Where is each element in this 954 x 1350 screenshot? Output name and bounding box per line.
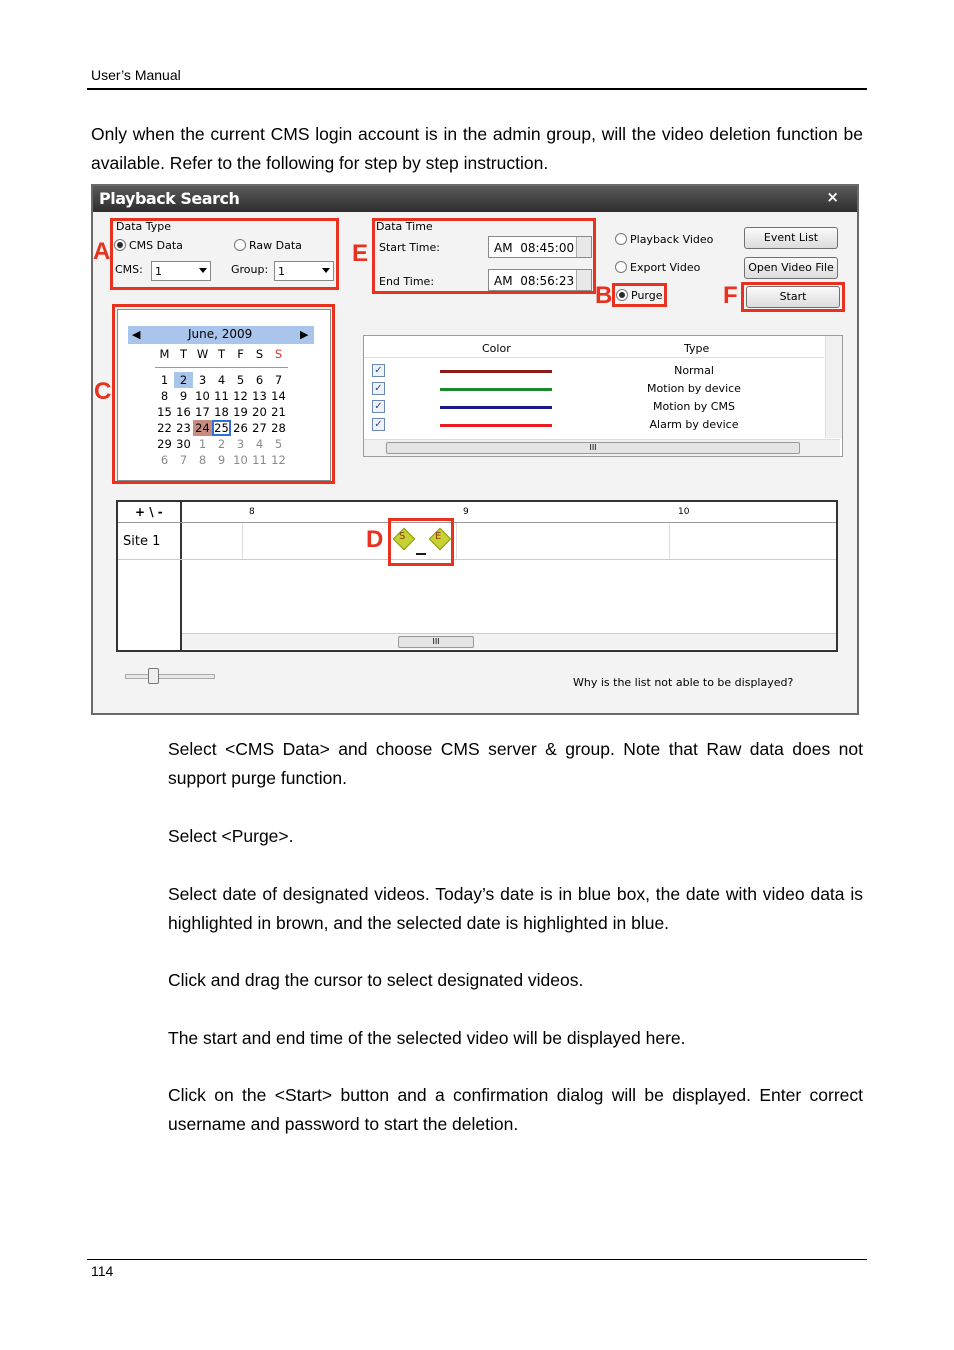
step-paragraph: Select <CMS Data> and choose CMS server & group. Note that Raw data does not support purge function.: [168, 739, 863, 788]
end-time-value: AM 08:56:23: [494, 274, 575, 288]
day-cell[interactable]: 1: [160, 373, 169, 387]
marker-f: F: [723, 282, 738, 309]
site-row-rule: [118, 559, 836, 560]
step-paragraph: The start and end time of the selected video will be displayed here.: [168, 1028, 686, 1048]
weekday-row: [155, 346, 288, 362]
day-cell[interactable]: 10: [195, 389, 210, 403]
legend-type-label: Motion by device: [647, 382, 741, 395]
end-marker[interactable]: [432, 531, 448, 547]
day-cell-today[interactable]: 25: [212, 420, 231, 436]
header-rule: [87, 88, 867, 90]
event-list-button[interactable]: Event List: [744, 227, 838, 249]
help-link[interactable]: Why is the list not able to be displayed?: [573, 676, 794, 689]
day-cell[interactable]: 23: [176, 421, 191, 435]
data-time-label: Data Time: [376, 220, 433, 233]
day-cell-other-month[interactable]: 10: [233, 453, 248, 467]
calendar-divider: [155, 362, 288, 372]
hour-label: 8: [249, 507, 255, 517]
data-type-label: Data Type: [116, 220, 172, 233]
day-cell[interactable]: 8: [160, 389, 169, 403]
day-cell[interactable]: 26: [233, 421, 248, 435]
day-cell[interactable]: 4: [217, 373, 226, 387]
legend-color-line: [440, 424, 552, 427]
day-cell[interactable]: 17: [195, 405, 210, 419]
marker-b: B: [595, 282, 613, 309]
day-cell[interactable]: 20: [252, 405, 267, 419]
end-time-spinner[interactable]: [576, 270, 591, 290]
timeline-panel: [116, 500, 838, 652]
playback-search-dialog: [91, 184, 859, 715]
day-cell[interactable]: 21: [271, 405, 286, 419]
day-cell-other-month[interactable]: 2: [217, 437, 226, 451]
event-type-list[interactable]: [363, 335, 843, 457]
export-video-radio[interactable]: [615, 261, 700, 274]
day-cell[interactable]: 18: [214, 405, 229, 419]
hour-label: 10: [678, 507, 690, 517]
selection-bar: [416, 553, 426, 555]
playback-video-radio[interactable]: [615, 233, 713, 246]
end-marker-label: E: [435, 531, 442, 542]
weekday: S: [274, 347, 283, 361]
cms-label: CMS:: [115, 263, 143, 276]
page-number: 114: [91, 1263, 114, 1279]
day-cell[interactable]: 12: [233, 389, 248, 403]
day-cell-other-month[interactable]: 7: [179, 453, 188, 467]
radio-selected-icon: [616, 289, 628, 301]
group-label: Group:: [231, 263, 269, 276]
day-cell-other-month[interactable]: 5: [274, 437, 283, 451]
radio-icon: [234, 239, 246, 251]
export-video-label: Export Video: [630, 261, 701, 274]
slider-track: [125, 674, 215, 679]
checkbox-checked-icon[interactable]: ✓: [372, 364, 385, 377]
open-video-file-button[interactable]: Open Video File: [744, 257, 838, 279]
prev-month-icon[interactable]: ◀: [132, 328, 141, 341]
list-item[interactable]: [364, 398, 824, 416]
start-time-spinner[interactable]: [576, 237, 591, 257]
day-cell[interactable]: 13: [252, 389, 267, 403]
calendar-grid: [155, 346, 288, 468]
end-time-label: End Time:: [379, 275, 435, 288]
weekday: M: [159, 347, 170, 361]
day-cell[interactable]: 5: [236, 373, 245, 387]
start-time-label: Start Time:: [379, 241, 440, 254]
day-cell-selected[interactable]: 2: [174, 372, 193, 388]
zoom-slider[interactable]: [125, 668, 215, 692]
timeline-track[interactable]: [182, 523, 836, 559]
step-paragraph: Click on the <Start> button and a confirmation dialog will be displayed. Enter correct username and password to start the deletion.: [168, 1085, 863, 1134]
timeline-side-column: [118, 502, 182, 650]
group-value: 1: [278, 265, 285, 278]
day-cell[interactable]: 14: [271, 389, 286, 403]
hour-label: 9: [463, 507, 469, 517]
page-header: User’s Manual: [91, 67, 181, 83]
dialog-title: Playback Search: [99, 189, 240, 208]
step-paragraph: Select date of designated videos. Today’s date is in blue box, the date with video data is highlighted in brown, and the selected date is highlighted in blue.: [168, 884, 863, 933]
start-button[interactable]: Start: [746, 286, 840, 308]
radio-selected-icon: [114, 239, 126, 251]
day-cell[interactable]: 7: [274, 373, 283, 387]
day-cell-other-month[interactable]: 3: [236, 437, 245, 451]
checkbox-checked-icon[interactable]: ✓: [372, 400, 385, 413]
zoom-control[interactable]: + \ -: [135, 505, 163, 519]
checkbox-checked-icon[interactable]: ✓: [372, 418, 385, 431]
cms-data-radio[interactable]: [114, 239, 183, 252]
weekday: S: [255, 347, 264, 361]
day-cell[interactable]: 15: [157, 405, 172, 419]
day-cell-other-month[interactable]: 11: [252, 453, 267, 467]
weekday: F: [237, 347, 244, 361]
legend-color-line: [440, 388, 552, 391]
calendar: [117, 309, 331, 481]
day-cell-other-month[interactable]: 4: [255, 437, 264, 451]
radio-icon: [615, 261, 627, 273]
group-select[interactable]: [274, 261, 334, 281]
day-cell[interactable]: 11: [214, 389, 229, 403]
week-row: [155, 436, 288, 452]
chevron-down-icon: [199, 268, 207, 273]
raw-data-label: Raw Data: [249, 239, 302, 252]
step-paragraph: Select <Purge>.: [168, 826, 294, 846]
radio-icon: [615, 233, 627, 245]
start-marker-label: S: [399, 531, 406, 542]
week-row: [155, 372, 288, 388]
timeline-hscrollbar[interactable]: [182, 633, 836, 649]
legend-color-line: [440, 406, 552, 409]
legend-type-label: Normal: [674, 364, 714, 377]
day-cell-with-data[interactable]: 24: [193, 420, 212, 436]
intro-paragraph: Only when the current CMS login account is in the admin group, will the video deletion function be available. Refer to the following for step by step instruction.: [91, 124, 863, 173]
chevron-down-icon: [322, 268, 330, 273]
day-cell-other-month[interactable]: 1: [198, 437, 207, 451]
day-cell[interactable]: 29: [157, 437, 172, 451]
list-item[interactable]: [364, 362, 824, 380]
legend-type-label: Motion by CMS: [653, 400, 735, 413]
week-row: [155, 452, 288, 468]
raw-data-radio[interactable]: [234, 239, 302, 252]
day-cell[interactable]: 19: [233, 405, 248, 419]
legend-color-line: [440, 370, 552, 373]
close-icon[interactable]: ×: [826, 188, 839, 206]
cms-value: 1: [155, 265, 162, 278]
list-header-rule: [364, 357, 824, 358]
marker-e: E: [352, 240, 369, 267]
day-cell[interactable]: 27: [252, 421, 267, 435]
cms-select[interactable]: [151, 261, 211, 281]
day-cell-other-month[interactable]: 8: [198, 453, 207, 467]
day-cell-other-month[interactable]: 12: [271, 453, 286, 467]
weekday: T: [179, 347, 188, 361]
horizontal-scrollbar[interactable]: [364, 439, 840, 456]
weekday: W: [196, 347, 209, 361]
day-cell[interactable]: 9: [179, 389, 188, 403]
day-cell[interactable]: 30: [176, 437, 191, 451]
scroll-thumb[interactable]: [386, 442, 800, 454]
purge-radio[interactable]: [616, 289, 663, 302]
day-cell[interactable]: 3: [198, 373, 207, 387]
start-time-field[interactable]: [488, 236, 592, 258]
day-cell[interactable]: 16: [176, 405, 191, 419]
marker-c: C: [94, 378, 112, 405]
week-row: [155, 388, 288, 404]
day-cell-other-month[interactable]: 9: [217, 453, 226, 467]
start-time-value: AM 08:45:00: [494, 241, 575, 255]
footer-rule: [87, 1259, 867, 1260]
week-row: [155, 404, 288, 420]
purge-label: Purge: [631, 289, 663, 302]
list-item[interactable]: [364, 380, 824, 398]
start-marker[interactable]: [396, 531, 412, 547]
day-cell[interactable]: 28: [271, 421, 286, 435]
week-row: [155, 420, 288, 436]
marker-a: A: [93, 238, 111, 265]
cms-data-label: CMS Data: [129, 239, 183, 252]
day-cell[interactable]: 22: [157, 421, 172, 435]
type-column-header: Type: [684, 342, 710, 355]
scroll-thumb[interactable]: [398, 636, 474, 648]
scroll-grip: III: [589, 443, 597, 452]
calendar-month: June, 2009: [188, 327, 253, 341]
color-column-header: Color: [482, 342, 511, 355]
step-paragraph: Click and drag the cursor to select designated videos.: [168, 970, 584, 990]
list-item[interactable]: [364, 416, 824, 434]
marker-d: D: [366, 526, 384, 553]
day-cell[interactable]: 6: [255, 373, 264, 387]
playback-video-label: Playback Video: [630, 233, 714, 246]
legend-type-label: Alarm by device: [649, 418, 739, 431]
next-month-icon[interactable]: ▶: [300, 328, 309, 341]
checkbox-checked-icon[interactable]: ✓: [372, 382, 385, 395]
calendar-header: [128, 326, 314, 344]
vertical-scrollbar[interactable]: [825, 336, 842, 438]
weekday: T: [217, 347, 226, 361]
day-cell-other-month[interactable]: 6: [160, 453, 169, 467]
end-time-field[interactable]: [488, 269, 592, 291]
site-label: Site 1: [123, 534, 161, 549]
scroll-grip: III: [432, 637, 440, 646]
title-bar: [93, 186, 857, 212]
slider-thumb[interactable]: [148, 668, 159, 684]
